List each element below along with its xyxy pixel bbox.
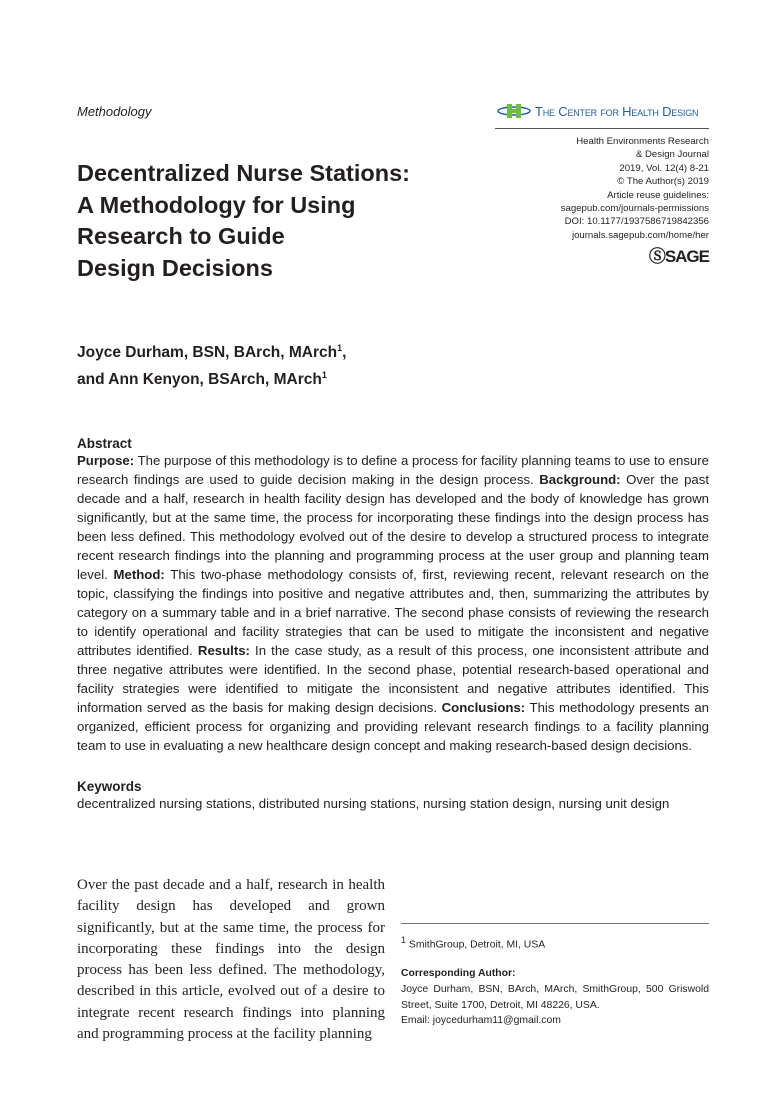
keywords-text: decentralized nursing stations, distributed nursing stations, nursing station design, nursing unit design (77, 796, 670, 811)
author-1: Joyce Durham, BSN, BArch, MArch (77, 344, 338, 362)
authors: Joyce Durham, BSN, BArch, MArch$^1$, and Ann Kenyon, BSArch, MArch$^1$ (77, 343, 347, 389)
abstract-segment: Over the past decade and a half, research in health facility design has developed and the body of knowledge has grown significantly, but at the same time, the process for incorporating these findings into the design process has been less defined. This methodology evolved out of the desire to develop a structured process to integrate recent research findings into the planning and programming process at the user group and planning team level. (77, 472, 710, 582)
title-line: Design Decisions (77, 254, 273, 281)
sage-logo: ⓈSAGE (648, 247, 709, 266)
abstract-segment: This methodology presents an organized, efficient process for organizing and providing relevant research findings to a facility planning team to use in evaluating a new healthcare design concept and making research-based design decisions. (77, 700, 709, 753)
corresponding-author (401, 966, 709, 1029)
abstract-segment: This two-phase methodology consists of, first, reviewing recent, relevant research on the topic, classifying the findings into positive and negative attributes and, then, summarizing the attributes by category on a summary table and in a brief narrative. The second phase consists of reviewing the research to identify operational and facility strategies that can be used to mitigate the inconsistent and negative attributes identified. (77, 567, 709, 658)
title-line: Research to Guide (77, 223, 285, 249)
journal-info-line: journals.sagepub.com/home/her (571, 229, 709, 241)
journal-info-line: DOI: 10.1177/1937586719842356 (564, 216, 709, 228)
corresponding-email[interactable]: Email: joycedurham11@gmail.com (401, 1015, 561, 1027)
abstract-heading: Abstract (77, 436, 132, 451)
center-for-health-design-logo (497, 103, 698, 119)
affiliation-mark: 1 (321, 370, 327, 381)
journal-info-line: 2019, Vol. 12(4) 8-21 (619, 162, 709, 174)
article-title (77, 158, 507, 284)
abstract-label: Purpose: (77, 453, 135, 468)
abstract-text (77, 451, 709, 755)
journal-info-line: Health Environments Research (576, 136, 709, 147)
footnote-text: SmithGroup, Detroit, MI, USA (408, 939, 546, 951)
journal-info-line: & Design Journal (635, 149, 709, 161)
abstract-segment: In the case study, as a result of this process, one inconsistent attribute and three negative attributes were identified. In the second phase, potential research-based operational and facility strategies were identified to mitigate the inconsistent and negative attributes identified. This information served as the basis for making design decisions. (77, 643, 709, 715)
corresponding-heading: Corresponding Author: (401, 968, 516, 979)
section-label: Methodology (77, 104, 152, 119)
publisher-name: SAGE (664, 247, 709, 266)
corresponding-address: Joyce Durham, BSN, BArch, MArch, SmithGroup, 500 Griswold Street, Suite 1700, Detroit, MI 48226, USA. (401, 983, 709, 1011)
abstract-label: Results: (197, 643, 250, 658)
abstract-section (77, 436, 709, 813)
journal-info-line: © The Author(s) 2019 (617, 176, 709, 188)
title-line: Decentralized Nurse Stations: (77, 160, 411, 186)
header-rule (495, 128, 709, 129)
body-text: Over the past decade and a half, research in health facility design has developed and grown significantly, but at the same time, the process for incorporating these findings into the design process has been less defined. The methodology, described in this article, evolved out of a desire to integrate recent research findings into planning and programming process at the facility planning (77, 877, 385, 1043)
journal-info (561, 135, 709, 242)
abstract-label: Method: (113, 567, 165, 582)
footnote-rule (401, 923, 709, 924)
logo-text: The Center for Health Design (535, 103, 699, 119)
abstract-segment: The purpose of this methodology is to define a process for facility planning teams to use to ensure research findings are used to guide decision making in the design process. (77, 453, 709, 487)
keywords-heading: Keywords (77, 779, 142, 794)
journal-info-line: sagepub.com/journals-permissions (560, 203, 709, 215)
abstract-label: Background: (539, 472, 621, 487)
author-2: and Ann Kenyon, BSArch, MArch (77, 371, 322, 389)
affiliation-footnote (401, 935, 545, 950)
title-line: A Methodology for Using (77, 191, 356, 218)
affiliation-mark: 1 (337, 343, 343, 353)
footnote-mark: 1 (401, 935, 407, 945)
journal-info-line: Article reuse guidelines: (607, 189, 709, 201)
chd-logo-icon (497, 103, 531, 119)
abstract-label: Conclusions: (441, 700, 526, 715)
